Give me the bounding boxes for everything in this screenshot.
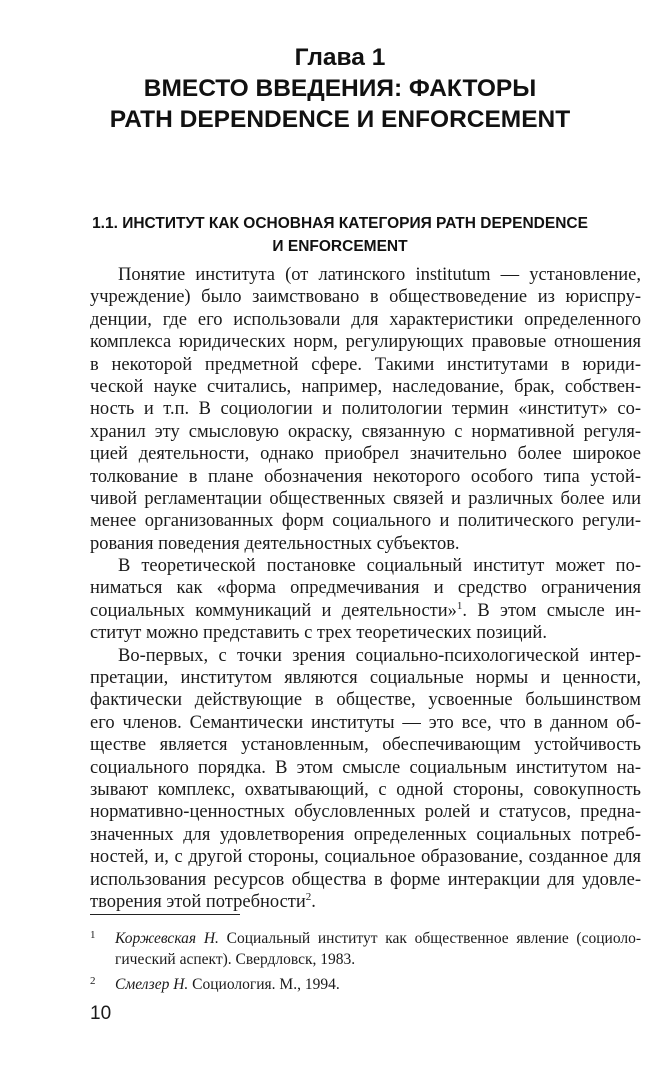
text-line: зывают комплекс, охватывающий, с одной стороны, совокупность bbox=[90, 779, 641, 800]
text-line: значенных для удовлетворения определенных социальных потреб- bbox=[90, 824, 641, 845]
footnote-mark: 2 bbox=[90, 975, 96, 987]
text-line: претации, институтом являются социальные нормы и ценности, bbox=[90, 668, 641, 689]
footnote-line bbox=[115, 974, 641, 995]
text-line: ческой науке считались, например, наследование, брак, собствен- bbox=[90, 376, 641, 397]
body-text bbox=[90, 264, 641, 913]
text-line: рования поведения деятельностных субъектов. bbox=[90, 533, 460, 554]
text-line: Во-первых, с точки зрения социально-психологической интер- bbox=[118, 645, 641, 666]
text-line: ностей, и, с другой стороны, социальное образование, созданное для bbox=[90, 847, 641, 868]
page-number: 10 bbox=[90, 1003, 112, 1024]
footnotes bbox=[90, 928, 641, 995]
text-line: толкование в плане обозначения некоторого особого типа устой- bbox=[90, 466, 641, 487]
text-line: фактически действующие в обществе, усвоенные большинством bbox=[90, 690, 641, 711]
text-line: ществе является установленным, обеспечивающим устойчивость bbox=[90, 735, 641, 756]
text-fragment: . В этом смысле ин- bbox=[462, 600, 641, 621]
text-line: Понятие института (от латинского institutum — установление, bbox=[118, 265, 641, 285]
text-line-with-footnote-ref bbox=[90, 600, 641, 622]
section-title-line-1: 1.1. ИНСТИТУТ КАК ОСНОВНАЯ КАТЕГОРИЯ PATH DEPENDENCE bbox=[92, 215, 588, 232]
text-line: нормативно-ценностных обусловленных ролей и статусов, предна- bbox=[90, 802, 641, 823]
footnote-text: Социология. М., 1994. bbox=[188, 976, 340, 993]
text-line: его членов. Семантически институты — это все, что в данном об- bbox=[90, 712, 641, 733]
footnote-ref-1[interactable]: 1 bbox=[456, 599, 463, 612]
text-fragment: . bbox=[311, 891, 316, 912]
footnote-line: гический аспект). Свердловск, 1983. bbox=[115, 951, 356, 968]
text-line: комплекса юридических норм, регулирующих правовые отношения bbox=[90, 332, 641, 353]
footnote-text: Социальный институт как общественное явление (социоло- bbox=[218, 930, 642, 947]
text-line: В теоретической постановке социальный институт может по- bbox=[118, 556, 641, 577]
footnote-mark: 1 bbox=[90, 929, 96, 941]
text-fragment: творения этой потребности bbox=[90, 891, 306, 912]
chapter-title-line-2: PATH DEPENDENCE И ENFORCEMENT bbox=[109, 106, 571, 133]
chapter-title-line-1: ВМЕСТО ВВЕДЕНИЯ: ФАКТОРЫ bbox=[143, 75, 537, 102]
text-line: использования ресурсов общества в форме интеракции для удовле- bbox=[90, 869, 641, 890]
text-fragment: социальных коммуникаций и деятельности» bbox=[90, 600, 457, 621]
chapter-number: Глава 1 bbox=[294, 44, 386, 71]
text-line: хранил эту смысловую окраску, связанную с нормативной регуля- bbox=[90, 421, 641, 442]
text-line: ность и т.п. В социологии и политологии термин «институт» со- bbox=[90, 399, 641, 420]
text-line: учреждение) было заимствовано в обществоведение из юриспру- bbox=[90, 287, 641, 308]
footnote-2 bbox=[90, 974, 641, 995]
text-line: социального порядка. В этом смысле социальным институтом на- bbox=[90, 757, 641, 778]
footnote-ref-2[interactable]: 2 bbox=[305, 890, 312, 903]
section-heading bbox=[70, 212, 610, 258]
text-line: ститут можно представить с трех теоретических позиций. bbox=[90, 623, 547, 644]
section-title-line-2: И ENFORCEMENT bbox=[272, 238, 408, 255]
text-line: чивой регламентации общественных связей и различных более или bbox=[90, 488, 641, 509]
text-line: денции, где его использовали для характеристики определенного bbox=[90, 309, 641, 330]
footnote-author: Коржевская Н. bbox=[115, 930, 219, 947]
footnote-1 bbox=[90, 928, 641, 970]
text-line-with-footnote-ref bbox=[90, 891, 641, 913]
text-line: ниматься как «форма опредмечивания и средство ограничения bbox=[90, 578, 641, 599]
footnote-separator bbox=[90, 914, 240, 915]
text-line: менее организованных форм социального и политического регули- bbox=[90, 511, 641, 532]
text-line: в некоторой предметной сфере. Такими институтами в юриди- bbox=[90, 354, 641, 375]
footnote-author: Смелзер Н. bbox=[115, 976, 189, 993]
footnote-line bbox=[115, 928, 641, 949]
chapter-heading bbox=[70, 42, 610, 135]
text-line: цией деятельности, однако приобрел значительно более широкое bbox=[90, 444, 641, 465]
